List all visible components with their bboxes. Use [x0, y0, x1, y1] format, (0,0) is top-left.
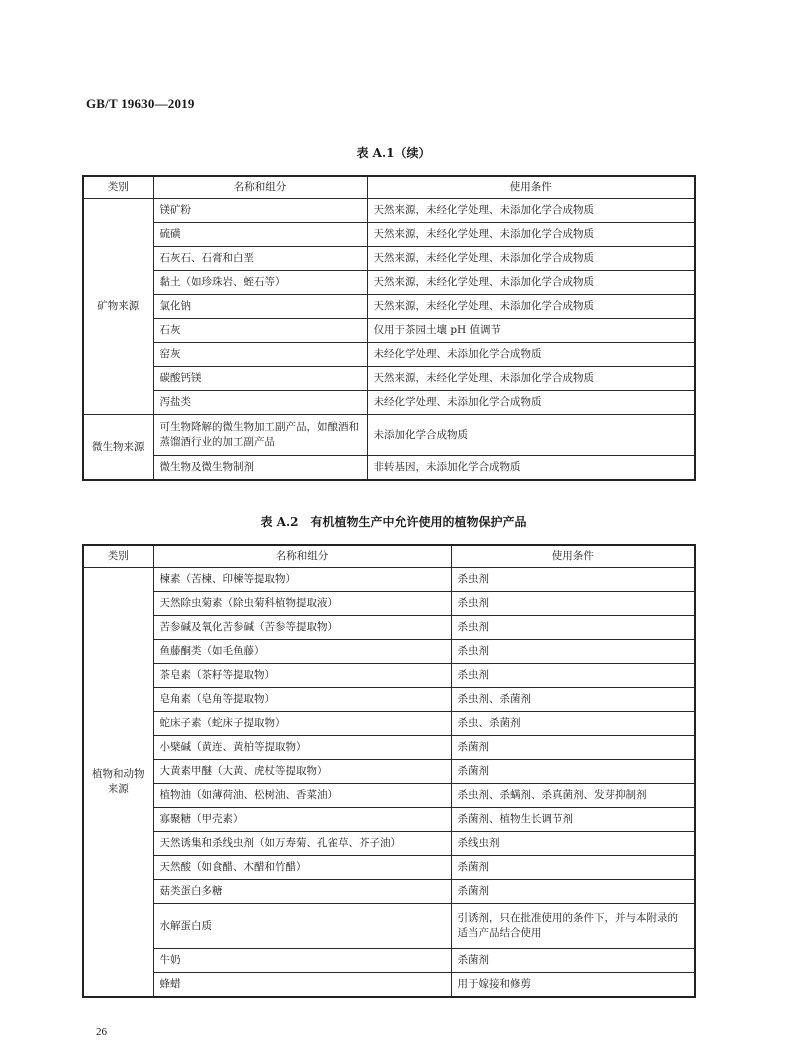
table2-caption: 表 A.2 有机植物生产中允许使用的植物保护产品 [260, 515, 527, 529]
name-cell: 茶皂素（茶籽等提取物） [153, 664, 451, 688]
condition-cell: 杀虫剂 [451, 568, 695, 592]
condition-cell: 未经化学处理、未添加化学合成物质 [367, 391, 695, 415]
table-a2 [82, 544, 696, 998]
condition-cell: 天然来源，未经化学处理、未添加化学合成物质 [367, 271, 695, 295]
condition-cell: 杀虫、杀菌剂 [451, 712, 695, 736]
page-number: 26 [96, 1026, 107, 1038]
name-cell: 蛇床子素（蛇床子提取物） [153, 712, 451, 736]
header-category: 类别 [83, 545, 153, 568]
table-row [83, 904, 695, 949]
table-row [83, 247, 695, 271]
table-row [83, 295, 695, 319]
table1-caption: 表 A.1（续） [356, 146, 431, 160]
condition-cell: 杀虫剂 [451, 640, 695, 664]
name-cell: 皂角素（皂角等提取物） [153, 688, 451, 712]
condition-cell: 杀虫剂 [451, 592, 695, 616]
name-cell: 楝素（苦楝、印楝等提取物） [153, 568, 451, 592]
table-a1-continued [82, 175, 696, 481]
condition-cell: 杀线虫剂 [451, 832, 695, 856]
name-cell: 水解蛋白质 [153, 904, 451, 949]
name-cell: 可生物降解的微生物加工副产品，如酿酒和蒸馏酒行业的加工副产品 [153, 415, 367, 456]
table-row [83, 456, 695, 481]
condition-cell: 引诱剂，只在批准使用的条件下，并与本附录的适当产品结合使用 [451, 904, 695, 949]
name-cell: 黏土（如珍珠岩、蛭石等） [153, 271, 367, 295]
table-row [83, 688, 695, 712]
table-row [83, 616, 695, 640]
name-cell: 窑灰 [153, 343, 367, 367]
table-row [83, 415, 695, 456]
name-cell: 寡聚糖（甲壳素） [153, 808, 451, 832]
condition-cell: 用于嫁接和修剪 [451, 973, 695, 998]
condition-cell: 杀菌剂、植物生长调节剂 [451, 808, 695, 832]
table-row [83, 856, 695, 880]
table-row [83, 592, 695, 616]
condition-cell: 杀菌剂 [451, 856, 695, 880]
table-row [83, 223, 695, 247]
header-category: 类别 [83, 176, 153, 199]
header-condition: 使用条件 [451, 545, 695, 568]
condition-cell: 天然来源，未经化学处理、未添加化学合成物质 [367, 223, 695, 247]
condition-cell: 杀虫剂 [451, 664, 695, 688]
table-row [83, 808, 695, 832]
condition-cell: 未经化学处理、未添加化学合成物质 [367, 343, 695, 367]
condition-cell: 杀菌剂 [451, 736, 695, 760]
name-cell: 微生物及微生物制剂 [153, 456, 367, 481]
table-row [83, 949, 695, 973]
condition-cell: 杀菌剂 [451, 949, 695, 973]
name-cell: 蜂蜡 [153, 973, 451, 998]
condition-cell: 未添加化学合成物质 [367, 415, 695, 456]
name-cell: 碳酸钙镁 [153, 367, 367, 391]
table-row [83, 343, 695, 367]
name-cell: 苦参碱及氧化苦参碱（苦参等提取物） [153, 616, 451, 640]
table-row [83, 712, 695, 736]
table-row [83, 736, 695, 760]
table-row [83, 973, 695, 998]
table-row [83, 568, 695, 592]
table-row [83, 880, 695, 904]
table-row [83, 640, 695, 664]
table-row [83, 832, 695, 856]
condition-cell: 天然来源，未经化学处理、未添加化学合成物质 [367, 295, 695, 319]
table-header-row [83, 176, 695, 199]
header-name: 名称和组分 [153, 176, 367, 199]
condition-cell: 杀菌剂 [451, 880, 695, 904]
table-row [83, 760, 695, 784]
table-row [83, 199, 695, 223]
header-condition: 使用条件 [367, 176, 695, 199]
category-cell: 植物和动物来源 [83, 568, 153, 998]
name-cell: 菇类蛋白多糖 [153, 880, 451, 904]
table-header-row [83, 545, 695, 568]
header-name: 名称和组分 [153, 545, 451, 568]
name-cell: 天然诱集和杀线虫剂（如万寿菊、孔雀草、芥子油） [153, 832, 451, 856]
name-cell: 植物油（如薄荷油、松树油、香菜油） [153, 784, 451, 808]
name-cell: 大黄素甲醚（大黄、虎杖等提取物） [153, 760, 451, 784]
condition-cell: 杀虫剂、杀菌剂 [451, 688, 695, 712]
table-row [83, 271, 695, 295]
category-cell: 矿物来源 [83, 199, 153, 415]
standard-code: GB/T 19630—2019 [86, 96, 195, 111]
name-cell: 鱼藤酮类（如毛鱼藤） [153, 640, 451, 664]
condition-cell: 天然来源，未经化学处理、未添加化学合成物质 [367, 247, 695, 271]
condition-cell: 杀虫剂、杀螨剂、杀真菌剂、发芽抑制剂 [451, 784, 695, 808]
name-cell: 天然除虫菊素（除虫菊科植物提取液） [153, 592, 451, 616]
condition-cell: 天然来源，未经化学处理、未添加化学合成物质 [367, 367, 695, 391]
name-cell: 镁矿粉 [153, 199, 367, 223]
table-row [83, 319, 695, 343]
name-cell: 泻盐类 [153, 391, 367, 415]
name-cell: 牛奶 [153, 949, 451, 973]
name-cell: 石灰 [153, 319, 367, 343]
condition-cell: 非转基因，未添加化学合成物质 [367, 456, 695, 481]
name-cell: 石灰石、石膏和白垩 [153, 247, 367, 271]
name-cell: 天然酸（如食醋、木醋和竹醋） [153, 856, 451, 880]
condition-cell: 仅用于茶园土壤 pH 值调节 [367, 319, 695, 343]
condition-cell: 杀菌剂 [451, 760, 695, 784]
name-cell: 氯化钠 [153, 295, 367, 319]
condition-cell: 天然来源，未经化学处理、未添加化学合成物质 [367, 199, 695, 223]
name-cell: 小檗碱（黄连、黄柏等提取物） [153, 736, 451, 760]
category-cell: 微生物来源 [83, 415, 153, 481]
table-row [83, 391, 695, 415]
table-row [83, 367, 695, 391]
table-row [83, 784, 695, 808]
table-row [83, 664, 695, 688]
name-cell: 硫磺 [153, 223, 367, 247]
condition-cell: 杀虫剂 [451, 616, 695, 640]
